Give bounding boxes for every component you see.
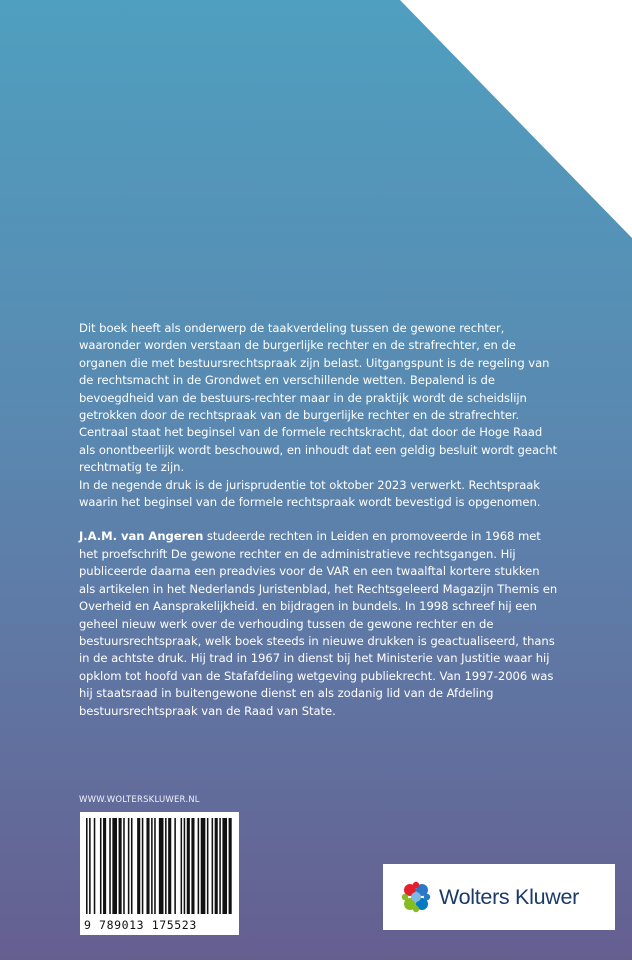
barcode-bar <box>123 818 125 914</box>
publisher-logo <box>383 864 615 930</box>
barcode-digits: 9 789013 175523 <box>84 918 197 932</box>
barcode-bar <box>137 818 140 914</box>
barcode-bar <box>146 818 149 914</box>
barcode-bar <box>174 818 176 914</box>
barcode-bar <box>168 818 171 914</box>
barcode-bar <box>191 818 194 914</box>
isbn-barcode <box>80 812 239 935</box>
barcode-bar <box>165 818 167 914</box>
publisher-name: Wolters Kluwer <box>439 884 579 909</box>
barcode-bar <box>181 818 183 914</box>
barcode-bar <box>198 818 200 914</box>
barcode-bar <box>119 818 122 914</box>
barcode-bar <box>128 818 130 914</box>
barcode-bar <box>94 818 96 914</box>
author-bio <box>79 528 559 719</box>
barcode-bar <box>103 818 106 914</box>
summary-paragraph-1: Dit boek heeft als onderwerp de taakverdeling tussen de gewone rechter, waaronder worden verstaan de burgerlijke rechter en de strafrechter, en de organen die met bestuursrechtspraak zijn belast. Uitgangspunt is de regeling van de rechtsmacht in de Grondwet en verschillende wetten. Bepalend is de bevoegdheid van de bestuurs-rechter maar in de praktijk wordt de scheidslijn getrokken door de rechtspraak van de burgerlijke rechter en de strafrechter. Centraal staat het beginsel van de formele rechtskracht, dat door de Hoge Raad als onontbeerlijk wordt beschouwd, en inhoudt dat een geldig besluit wordt geacht rechtmatig te zijn. <box>79 321 558 475</box>
publisher-website: WWW.WOLTERSKLUWER.NL <box>79 795 200 805</box>
barcode-bar <box>112 818 117 914</box>
barcode-bar <box>142 818 144 914</box>
barcode-bar <box>219 818 221 914</box>
barcode-bar <box>151 818 153 914</box>
summary-paragraph-2: In de negende druk is de jurisprudentie tot oktober 2023 verwerkt. Rechtspraak waarin het beginsel van de formele rechtspraak wordt bevestigd is opgenomen. <box>79 477 541 510</box>
barcode-bar <box>187 818 190 914</box>
author-bio-text: studeerde rechten in Leiden en promoveerde in 1968 met het proefschrift De gewone rechter en de administratieve rechtsgangen. Hij publiceerde daarna een preadvies voor de VAR en een twaalftal kortere stukken als artikelen in het Nederlands Juristenblad, het Rechtsgeleerd Magazijn Themis en Overheid en Aansprakelijkheid. en bijdragen in bundels. In 1998 schreef hij een geheel nieuw werk over de verhouding tussen de gewone rechter en de bestuursrechtspraak, welk boek steeds in nieuwe drukken is geactualiseerd, thans in de achtste druk. Hij trad in 1967 in dienst bij het Ministerie van Justitie waar hij opklom tot hoofd van de Stafafdeling wetgeving publiekrecht. Van 1997-2006 was hij staatsraad in buitengewone dienst en als zodanig lid van de Afdeling bestuursrechtspraak van de Raad van State. <box>79 529 558 718</box>
barcode-bar <box>222 818 227 914</box>
barcode-bar <box>154 818 156 914</box>
barcode-bar <box>184 818 186 914</box>
barcode-bar <box>89 818 91 914</box>
barcode-bar <box>86 818 88 914</box>
author-name: J.A.M. van Angeren <box>79 529 204 544</box>
barcode-bar <box>201 818 206 914</box>
barcode-bar <box>109 818 111 914</box>
barcode-bar <box>131 818 133 914</box>
barcode-bar <box>207 818 209 914</box>
barcode-bar <box>215 818 218 914</box>
barcode-bar <box>229 818 232 914</box>
barcode-bars <box>80 812 239 916</box>
barcode-bar <box>100 818 102 914</box>
back-cover-blurb <box>79 320 559 720</box>
barcode-bar <box>212 818 214 914</box>
barcode-bar <box>159 818 164 914</box>
wolters-kluwer-mark-icon <box>399 880 433 914</box>
